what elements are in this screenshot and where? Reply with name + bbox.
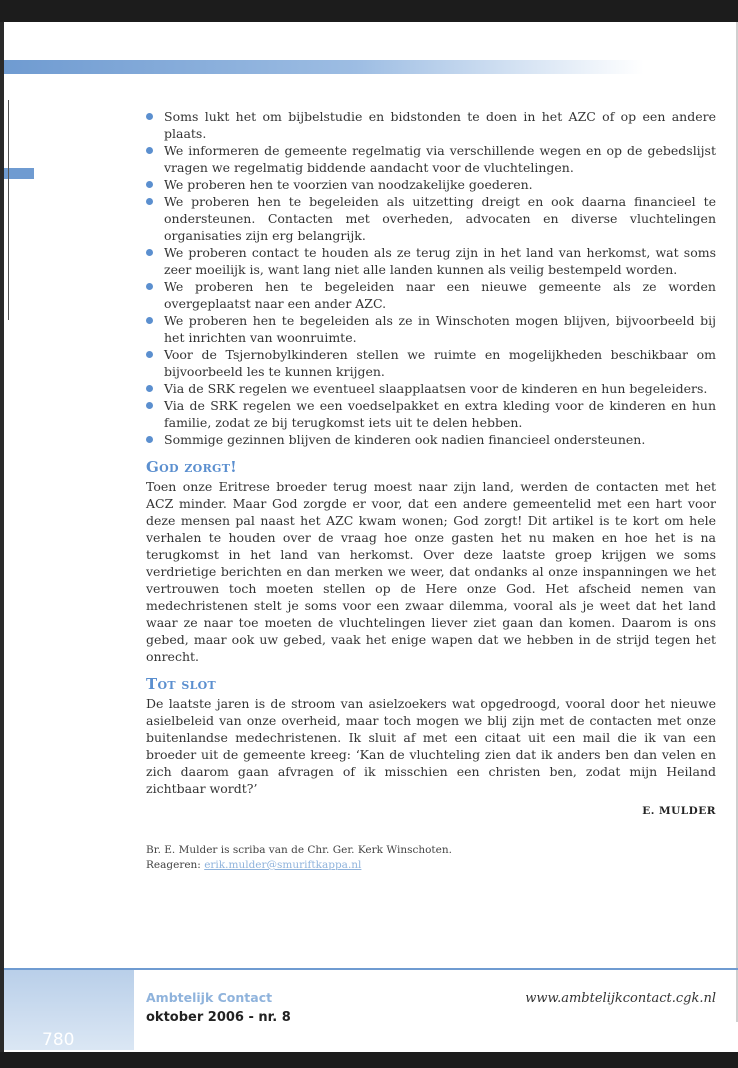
bullet-icon — [146, 249, 153, 256]
list-item: Soms lukt het om bijbelstudie en bidstonden te doen in het AZC of op een andere plaats. — [146, 108, 716, 142]
section-text-god-zorgt: Toen onze Eritrese broeder terug moest naar zijn land, werden de contacten met het ACZ minder. Maar God zorgde er voor, dat een andere gemeentelid met een hart voor deze mensen pal naast het AZC kwam wonen; God zorgt! Dit artikel is te kort om hele verhalen te houden over de vraag hoe onze gasten het nu maken en hoe het is na terugkomst in het land van herkomst. Over deze laatste groep krijgen we soms verdrietige berichten en dan merken we weer, dat ondanks al onze inspanningen we het vertrouwen toch moeten stellen op de Here onze God. Het afscheid nemen van medechristenen stelt je soms voor een zwaar dilemma, vooral als je weet dat het land waar ze naar toe moeten de vluchtelingen liever ziet gaan dan komen. Daarom is ons gebed, maar ook uw gebed, vaak het enige wapen dat we hebben in de strijd tegen het onrecht. — [146, 479, 716, 664]
section-heading-god-zorgt: God zorgt! — [146, 458, 238, 476]
list-item: We proberen hen te begeleiden als ze in Winschoten mogen blijven, bijvoorbeeld bij het inrichten van woonruimte. — [146, 312, 716, 346]
list-item: Via de SRK regelen we eventueel slaapplaatsen voor de kinderen en hun begeleiders. — [146, 380, 716, 397]
author-signature: E. MULDER — [642, 805, 716, 817]
bullet-icon — [146, 113, 153, 120]
bullet-icon — [146, 436, 153, 443]
article-body — [146, 108, 716, 873]
top-scan-border — [0, 0, 738, 22]
list-item: We proberen contact te houden als ze terug zijn in het land van herkomst, wat soms zeer moeilijk is, want lang niet alle landen kunnen als veilig bestempeld worden. — [146, 244, 716, 278]
list-item: We informeren de gemeente regelmatig via verschillende wegen en op de gebedslijst vragen we regelmatig biddende aandacht voor de vluchtelingen. — [146, 142, 716, 176]
list-item: We proberen hen te begeleiden als uitzetting dreigt en ook daarna financieel te ondersteunen. Contacten met overheden, advocaten en diverse vluchtelingen organisaties zijn erg belangrijk. — [146, 193, 716, 244]
header-blue-stripe — [4, 60, 644, 74]
bullet-icon — [146, 198, 153, 205]
list-item: Via de SRK regelen we een voedselpakket en extra kleding voor de kinderen en hun familie, zodat ze bij terugkomst iets uit te delen hebben. — [146, 397, 716, 431]
author-note-line: Br. E. Mulder is scriba van de Chr. Ger. Kerk Winschoten. — [146, 844, 452, 856]
list-item: Voor de Tsjernobylkinderen stellen we ruimte en mogelijkheden beschikbaar om bijvoorbeeld les te kunnen krijgen. — [146, 346, 716, 380]
bullet-icon — [146, 351, 153, 358]
website-url[interactable]: www.ambtelijkcontact.cgk.nl — [525, 991, 716, 1006]
bullet-icon — [146, 385, 153, 392]
react-label: Reageren: — [146, 859, 201, 871]
list-item: We proberen hen te begeleiden naar een nieuwe gemeente als ze worden overgeplaatst naar een ander AZC. — [146, 278, 716, 312]
react-line — [146, 858, 716, 873]
author-note — [146, 843, 716, 873]
page-number: 780 — [42, 1030, 75, 1050]
bullet-icon — [146, 283, 153, 290]
list-item: We proberen hen te voorzien van noodzakelijke goederen. — [146, 176, 716, 193]
margin-rule — [8, 100, 9, 320]
issue-label: oktober 2006 - nr. 8 — [146, 1010, 291, 1025]
bullet-list — [146, 108, 716, 448]
section-heading-tot-slot: Tot slot — [146, 675, 216, 693]
bullet-icon — [146, 317, 153, 324]
magazine-title: Ambtelijk Contact — [146, 990, 273, 1005]
bullet-icon — [146, 147, 153, 154]
bottom-scan-border — [0, 1052, 738, 1068]
list-item: Sommige gezinnen blijven de kinderen ook nadien financieel ondersteunen. — [146, 431, 716, 448]
email-link[interactable]: erik.mulder@smuriftkappa.nl — [204, 859, 362, 871]
bullet-icon — [146, 181, 153, 188]
bullet-icon — [146, 402, 153, 409]
section-text-tot-slot: De laatste jaren is de stroom van asielzoekers wat opgedroogd, vooral door het nieuwe asielbeleid van onze overheid, maar toch mogen we blij zijn met de contacten met onze buitenlandse medechristenen. Ik sluit af met een citaat uit een mail die ik van een broeder uit de gemeente kreeg: ‘Kan de vluchteling zien dat ik anders ben dan velen en zich daarom gaan afvragen of ik misschien een christen ben, zodat mijn Heiland zichtbaar wordt?’ — [146, 696, 716, 796]
